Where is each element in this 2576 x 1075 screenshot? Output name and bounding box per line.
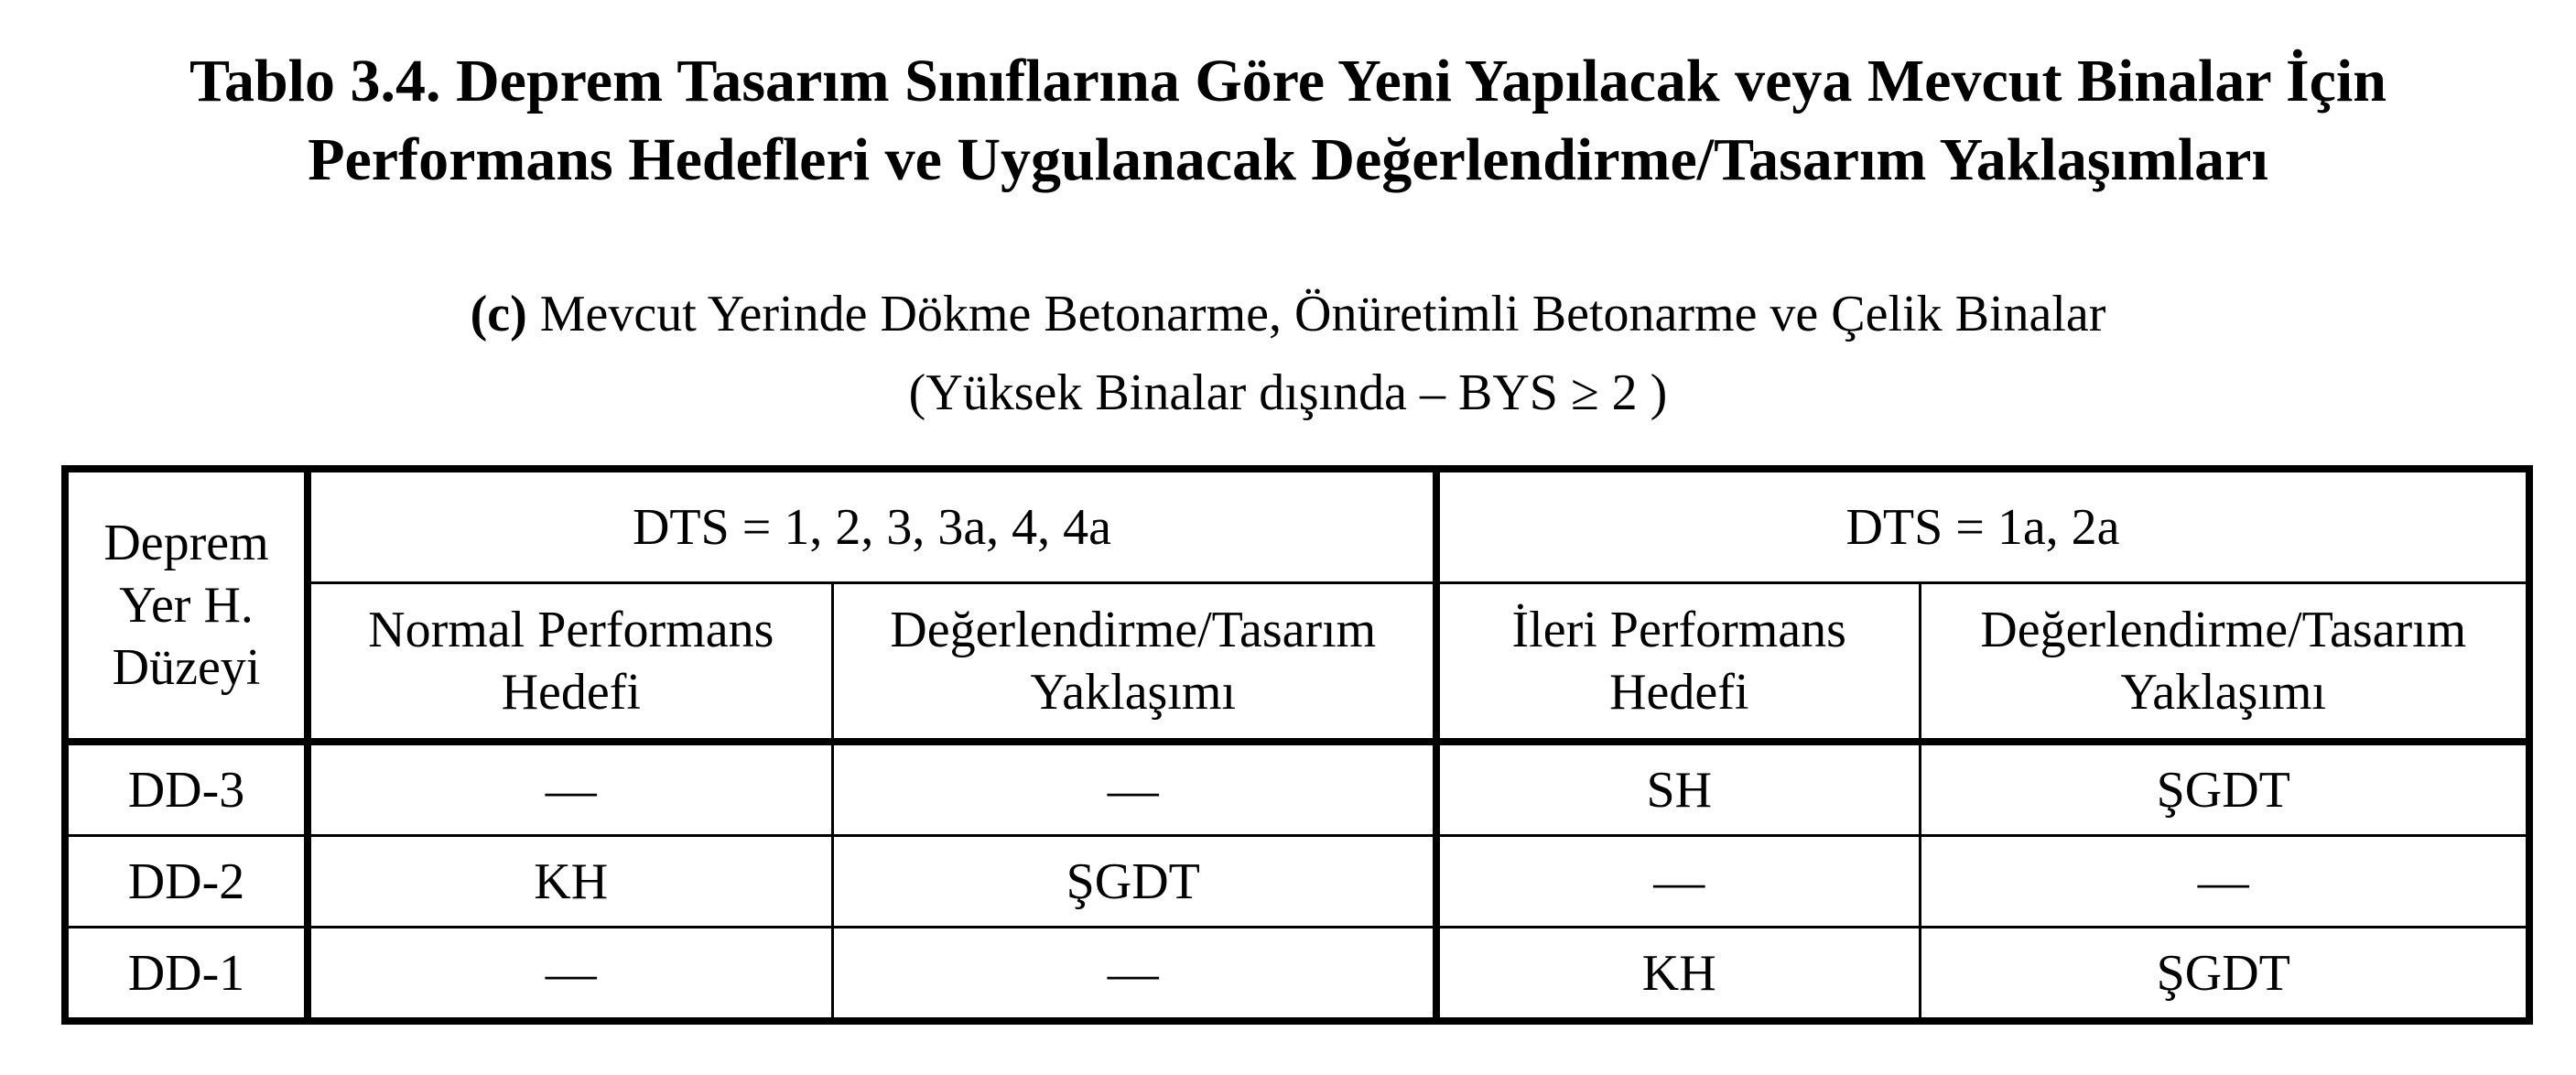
- performance-table: [61, 465, 2533, 1025]
- subheader-approach-1: [832, 583, 1436, 743]
- table-cell: ŞGDT: [1920, 742, 2529, 836]
- table-cell: —: [308, 928, 832, 1022]
- table-cell: —: [832, 742, 1436, 836]
- subheader-text: Hedefi: [1609, 664, 1749, 721]
- subheader-text: Değerlendirme/Tasarım: [1980, 602, 2467, 658]
- subheader-advanced-performance: [1436, 583, 1920, 743]
- corner-header: [65, 469, 308, 742]
- subtitle-line-1: [0, 275, 2576, 353]
- table-row: [65, 836, 2529, 928]
- subheader-text: Hedefi: [501, 664, 641, 721]
- table-cell: —: [1436, 836, 1920, 928]
- row-level: DD-1: [65, 928, 308, 1022]
- corner-line-3: Düzeyi: [112, 639, 261, 696]
- subheader-text: Normal Performans: [368, 602, 774, 658]
- subtitle-text: Mevcut Yerinde Dökme Betonarme, Önüretimli Betonarme ve Çelik Binalar: [539, 286, 2106, 342]
- subtitle-line-2: (Yüksek Binalar dışında – BYS ≥ 2 ): [908, 364, 1668, 421]
- table-cell: SH: [1436, 742, 1920, 836]
- group-header-dts-advanced: DTS = 1a, 2a: [1436, 469, 2529, 583]
- table-title-line-1: Tablo 3.4. Deprem Tasarım Sınıflarına Göre Yeni Yapılacak veya Mevcut Binalar İçin: [189, 48, 2387, 114]
- table-cell: ŞGDT: [832, 836, 1436, 928]
- corner-line-1: Deprem: [103, 515, 269, 571]
- subheader-text: İleri Performans: [1511, 602, 1846, 658]
- subtitle-label: (c): [470, 286, 527, 342]
- subheader-text: Yaklaşımı: [2120, 664, 2327, 721]
- table-cell: KH: [308, 836, 832, 928]
- header-row-subheaders: [65, 583, 2529, 743]
- table-cell: —: [832, 928, 1436, 1022]
- subheader-text: Değerlendirme/Tasarım: [890, 602, 1377, 658]
- row-level: DD-2: [65, 836, 308, 928]
- table-cell: —: [308, 742, 832, 836]
- header-row-groups: [65, 469, 2529, 583]
- table-cell: —: [1920, 836, 2529, 928]
- group-header-dts-normal: DTS = 1, 2, 3, 3a, 4, 4a: [308, 469, 1436, 583]
- table-row: [65, 928, 2529, 1022]
- subheader-normal-performance: [308, 583, 832, 743]
- table-row: [65, 742, 2529, 836]
- table-title: [0, 42, 2576, 200]
- subheader-text: Yaklaşımı: [1030, 664, 1237, 721]
- table-subtitle: [0, 275, 2576, 432]
- corner-line-2: Yer H.: [119, 577, 254, 634]
- table-cell: ŞGDT: [1920, 928, 2529, 1022]
- table-cell: KH: [1436, 928, 1920, 1022]
- subheader-approach-2: [1920, 583, 2529, 743]
- table-title-line-2: Performans Hedefleri ve Uygulanacak Değerlendirme/Tasarım Yaklaşımları: [308, 126, 2268, 193]
- row-level: DD-3: [65, 742, 308, 836]
